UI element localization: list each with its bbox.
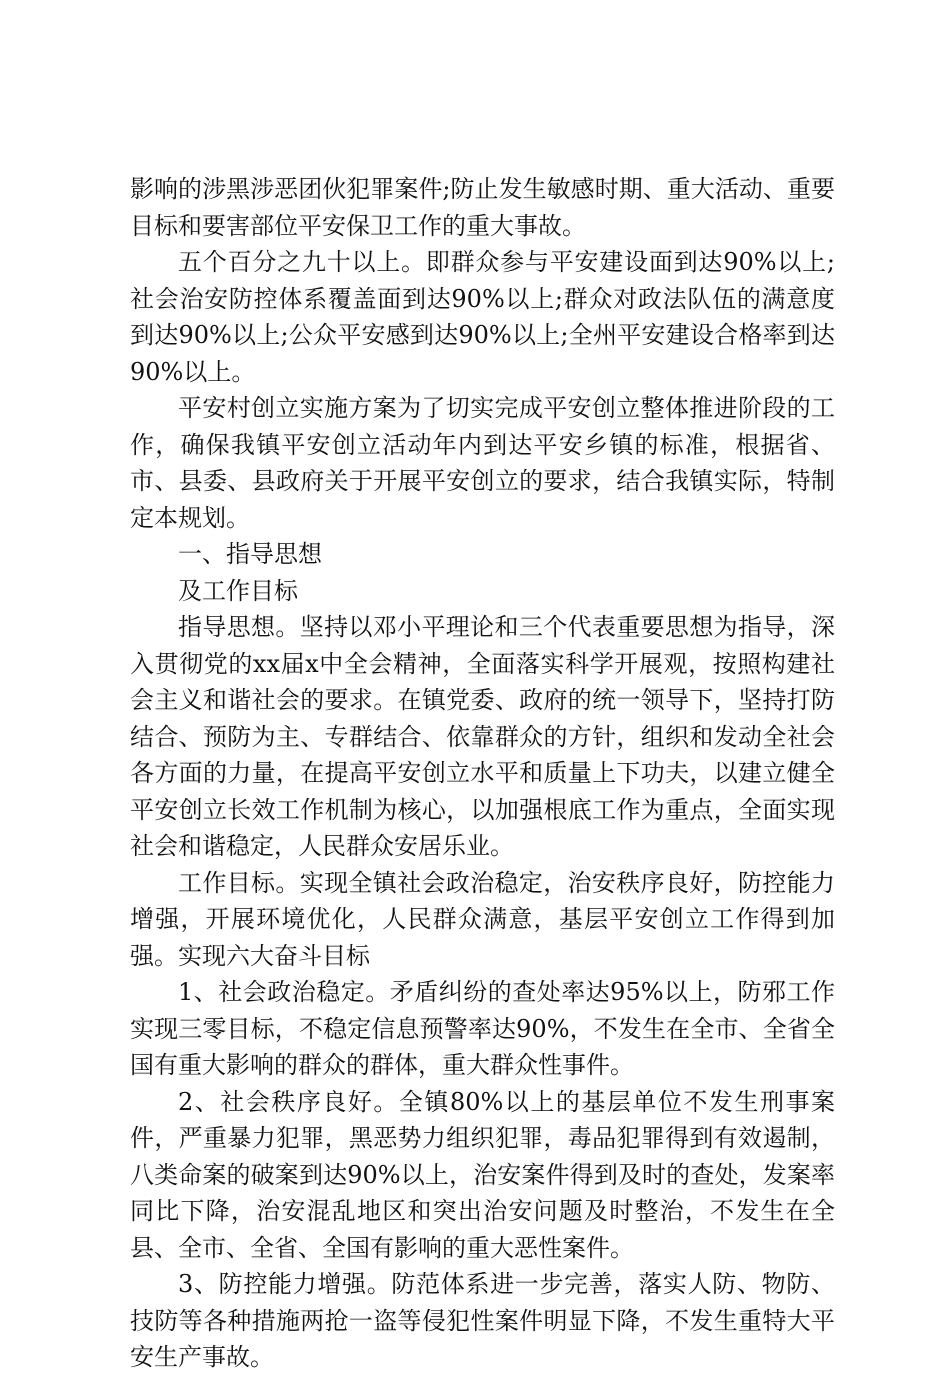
paragraph-continuation: 影响的涉黑涉恶团伙犯罪案件;防止发生敏感时期、重大活动、重要目标和要害部位平安保卫工作的重大事故。: [130, 175, 835, 240]
section-heading-work-goals: 及工作目标: [178, 576, 298, 605]
list-item-social-order: 2、社会秩序良好。全镇80%以上的基层单位不发生刑事案件，严重暴力犯罪，黑恶势力组织犯罪，毒品犯罪得到有效遏制，八类命案的破案到达90%以上，治安案件得到及时的查处，发案率同比下降，治安混乱地区和突出治安问题及时整治，不发生在全县、全市、全省、全国有影响的重大恶性案件。: [130, 1087, 835, 1262]
document-body: [130, 171, 835, 1376]
paragraph-five-ninety-percent: 五个百分之九十以上。即群众参与平安建设面到达90%以上;社会治安防控体系覆盖面到达90%以上;群众对政法队伍的满意度到达90%以上;公众平安感到达90%以上;全州平安建设合格率到达90%以上。: [130, 248, 835, 386]
paragraph-work-goals: 工作目标。实现全镇社会政治稳定，治安秩序良好，防控能力增强，开展环境优化，人民群众满意，基层平安创立工作得到加强。实现六大奋斗目标: [130, 868, 835, 970]
paragraph-guiding-ideology: 指导思想。坚持以邓小平理论和三个代表重要思想为指导，深入贯彻党的xx届x中全会精神，全面落实科学开展观，按照构建社会主义和谐社会的要求。在镇党委、政府的统一领导下，坚持打防结合、预防为主、专群结合、依靠群众的方针，组织和发动全社会各方面的力量，在提高平安创立水平和质量上下功夫，以建立健全平安创立长效工作机制为核心，以加强根底工作为重点，全面实现社会和谐稳定，人民群众安居乐业。: [130, 613, 835, 860]
section-heading-guiding-ideology: 一、指导思想: [178, 540, 322, 568]
list-item-prevention-capability: 3、防控能力增强。防范体系进一步完善，落实人防、物防、技防等各种措施两抢一盗等侵犯性案件明显下降，不发生重特大平安生产事故。: [130, 1270, 835, 1371]
paragraph-plan-intro: 平安村创立实施方案为了切实完成平安创立整体推进阶段的工作，确保我镇平安创立活动年内到达平安乡镇的标准，根据省、市、县委、县政府关于开展平安创立的要求，结合我镇实际，特制定本规划。: [130, 394, 835, 532]
list-item-social-political-stability: 1、社会政治稳定。矛盾纠纷的查处率达95%以上，防邪工作实现三零目标，不稳定信息预警率达90%，不发生在全市、全省全国有重大影响的群众的群体，重大群众性事件。: [130, 978, 835, 1079]
